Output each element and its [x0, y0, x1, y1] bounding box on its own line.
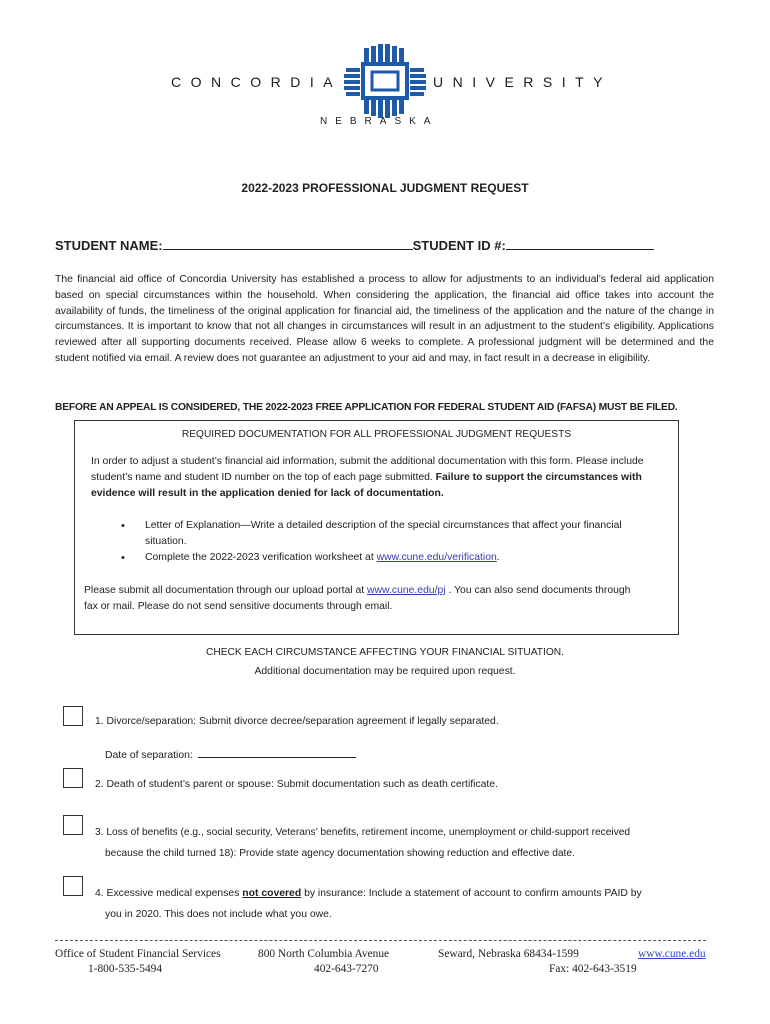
logo-right-word: UNIVERSITY — [433, 74, 613, 90]
page-title: 2022-2023 PROFESSIONAL JUDGMENT REQUEST — [241, 181, 529, 195]
required-box-heading: REQUIRED DOCUMENTATION FOR ALL PROFESSIONAL JUDGMENT REQUESTS — [181, 429, 572, 440]
item-divorce: 1. Divorce/separation: Submit divorce decree/separation agreement if legally separated. — [95, 716, 499, 727]
verification-link[interactable]: www.cune.edu/verification — [376, 552, 497, 563]
item-medical-expenses: 4. Excessive medical expenses not covered by insurance: Include a statement of account to confirm amounts PAID by you in 2020. This does not include what you owe. — [95, 888, 642, 920]
footer — [0, 948, 770, 984]
student-name-field[interactable] — [163, 237, 413, 250]
checkbox-death[interactable] — [63, 768, 83, 788]
upload-paragraph: Please submit all documentation through our upload portal at www.cune.edu/pj . You can also send documents through fax or mail. Please do not send sensitive documents through email. — [84, 585, 631, 612]
footer-local-phone: 402-643-7270 — [314, 963, 379, 975]
footer-fax: Fax: 402-643-3519 — [549, 963, 637, 975]
required-documents-list — [121, 518, 641, 566]
check-subheading: Additional documentation may be required upon request. — [254, 666, 516, 677]
checkbox-loss-of-benefits[interactable] — [63, 815, 83, 835]
footer-phone: 1-800-535-5494 — [88, 963, 163, 975]
required-documentation-box — [74, 420, 679, 635]
intro-paragraph: The financial aid office of Concordia University has established a process to allow for adjustments to an individual’s federal aid application based on special circumstances within the household. When considering the application, the financial aid office takes into account the availability of funds, the timeliness of the original application for financial aid, the timeliness of the application and the nature of the change in circumstances. It is important to know that not all changes in circumstances will result in an adjustment to the student’s eligibility. Applications reviewed after all supporting documents received. Please allow 6 weeks to complete. A professional judgment will be determined and the student notified via email. A review does not guarantee an adjustment to your aid and may, in fact result in a decrease in eligibility. — [55, 274, 714, 364]
required-box-paragraph: In order to adjust a student’s financial aid information, submit the additional documentation with this form. Please include student’s name and student ID number on the top of each page submitted. Failure to support the circumstances with evidence will result in the application denied for lack of documentation. — [91, 456, 644, 499]
item-loss-of-benefits: 3. Loss of benefits (e.g., social security, Veterans’ benefits, retirement income, unemployment or child-support received because the child turned 18): Provide state agency documentation showing reduction and effective date. — [95, 827, 631, 859]
separation-date-row — [105, 745, 356, 764]
footer-office: Office of Student Financial Services — [55, 948, 221, 960]
not-covered-emphasis: not covered — [242, 888, 302, 899]
check-heading: CHECK EACH CIRCUMSTANCE AFFECTING YOUR FINANCIAL SITUATION. — [206, 647, 564, 658]
footer-website-link[interactable]: www.cune.edu — [638, 948, 706, 960]
logo-sub-word: NEBRASKA — [320, 116, 439, 127]
separation-date-field[interactable] — [198, 745, 356, 758]
upload-portal-link[interactable]: www.cune.edu/pj — [367, 585, 446, 596]
student-id-field[interactable] — [506, 237, 654, 250]
footer-city: Seward, Nebraska 68434-1599 — [438, 948, 579, 960]
footer-address: 800 North Columbia Avenue — [258, 948, 390, 960]
list-item: • Complete the 2022-2023 verification worksheet at www.cune.edu/verification. — [121, 550, 641, 566]
student-info-row — [55, 237, 715, 253]
separation-date-label: Date of separation: — [105, 750, 193, 761]
logo-left-word: CONCORDIA — [171, 74, 343, 90]
footer-divider — [55, 940, 706, 941]
checkbox-divorce[interactable] — [63, 706, 83, 726]
student-name-label: STUDENT NAME: — [55, 238, 163, 253]
cross-emblem-icon — [344, 44, 426, 118]
student-id-label: STUDENT ID #: — [412, 238, 506, 253]
item-death: 2. Death of student’s parent or spouse: Submit documentation such as death certificate. — [95, 779, 498, 790]
list-item: • Letter of Explanation—Write a detailed description of the special circumstances that affect your financial situation. — [121, 518, 641, 550]
failure-warning: Failure to support the circumstances with evidence will result in the application denied for lack of documentation. — [91, 472, 642, 499]
appeal-notice: BEFORE AN APPEAL IS CONSIDERED, THE 2022-2023 FREE APPLICATION FOR FEDERAL STUDENT AID (FAFSA) MUST BE FILED. — [55, 402, 678, 413]
university-logo — [0, 0, 770, 135]
checkbox-medical-expenses[interactable] — [63, 876, 83, 896]
